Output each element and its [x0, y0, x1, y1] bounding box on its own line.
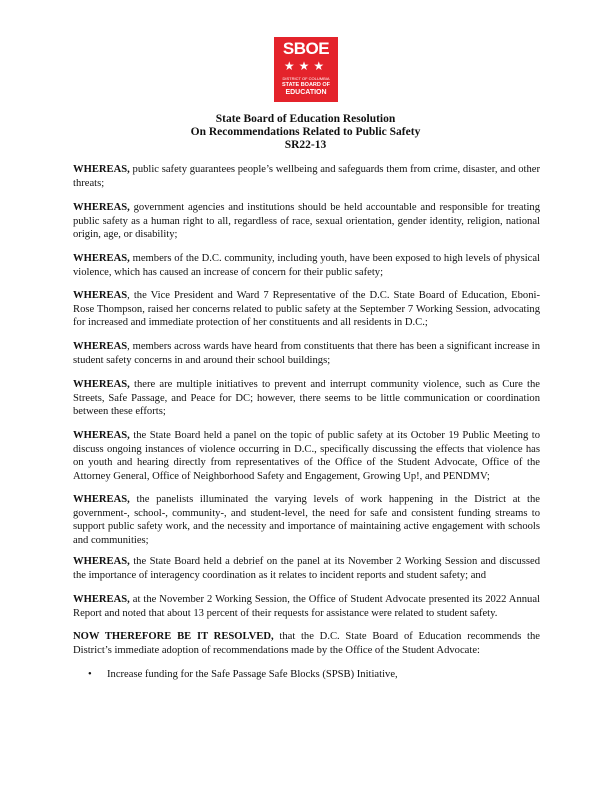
logo-stars-icon: ★★★	[283, 59, 329, 73]
whereas-paragraph-1: WHEREAS, public safety guarantees people’s wellbeing and safeguards them from crime, disaster, and other threats;	[73, 164, 540, 189]
whereas-paragraph-3: WHEREAS, members of the D.C. community, including youth, have been exposed to high levels of physical violence, which has caused an increase of concern for their public safety;	[73, 253, 540, 278]
resolution-number: SR22-13	[284, 139, 327, 151]
resolved-paragraph: NOW THEREFORE BE IT RESOLVED, that the D.C. State Board of Education recommends the District’s immediate adoption of recommendations made by the Office of the Student Advocate:	[73, 631, 541, 656]
logo-line-1: DISTRICT OF COLUMBIA	[282, 76, 330, 81]
sboe-logo	[274, 37, 338, 102]
logo-line-2: STATE BOARD OF	[281, 82, 331, 88]
whereas-paragraph-6: WHEREAS, there are multiple initiatives to prevent and interrupt community violence, such as Cure the Streets, Safe Passage, and Peace for DC; however, there seems to be little communication or coordination between these efforts;	[73, 379, 540, 418]
whereas-paragraph-5: WHEREAS, members across wards have heard from constituents that there has been a significant increase in student safety concerns in and around their school buildings;	[73, 341, 540, 366]
whereas-paragraph-4: WHEREAS, the Vice President and Ward 7 Representative of the D.C. State Board of Education, Eboni-Rose Thompson, raised her concerns related to public safety at the September 7 Working Session, advocating for increased and immediate protection of her constituents and all residents in D.C.;	[73, 290, 540, 329]
logo-subtitle	[276, 76, 336, 97]
whereas-paragraph-8: WHEREAS, the panelists illuminated the varying levels of work happening in the District at the government-, school-, community-, and student-level, the need for safe and consistent funding streams to support public safety work, and the necessity and importance of maintaining active engagement with schools and communities;	[73, 494, 540, 546]
list-item-text: Increase funding for the Safe Passage Safe Blocks (SPSB) Initiative,	[107, 669, 398, 680]
logo-line-3: EDUCATION	[285, 89, 327, 96]
bullet-icon: •	[88, 669, 92, 680]
logo-wordmark: SBOE	[282, 39, 330, 58]
resolution-title: State Board of Education Resolution	[215, 113, 396, 125]
whereas-paragraph-10: WHEREAS, at the November 2 Working Session, the Office of Student Advocate presented its 2022 Annual Report and noted that about 13 percent of their requests for assistance were related to student safety.	[73, 594, 540, 619]
whereas-paragraph-9: WHEREAS, the State Board held a debrief on the panel at its November 2 Working Session and discussed the importance of interagency coordination as it relates to incident reports and student safety; and	[73, 556, 540, 581]
resolution-subtitle: On Recommendations Related to Public Safety	[190, 126, 421, 138]
whereas-paragraph-2: WHEREAS, government agencies and institutions should be held accountable and responsible for treating public safety as a human right to all, regardless of race, sexual orientation, gender identity, religion, national origin, age, or disability;	[73, 202, 540, 241]
whereas-paragraph-7: WHEREAS, the State Board held a panel on the topic of public safety at its October 19 Public Meeting to discuss ongoing instances of violence occurring in D.C., specifically discussing the effects that violence has on youth and hearing directly from representatives of the Office of the Student Advocate, Office of the Attorney General, Office of Neighborhood Safety and Engagement, Growing Up!, and PENDMV;	[73, 430, 540, 482]
